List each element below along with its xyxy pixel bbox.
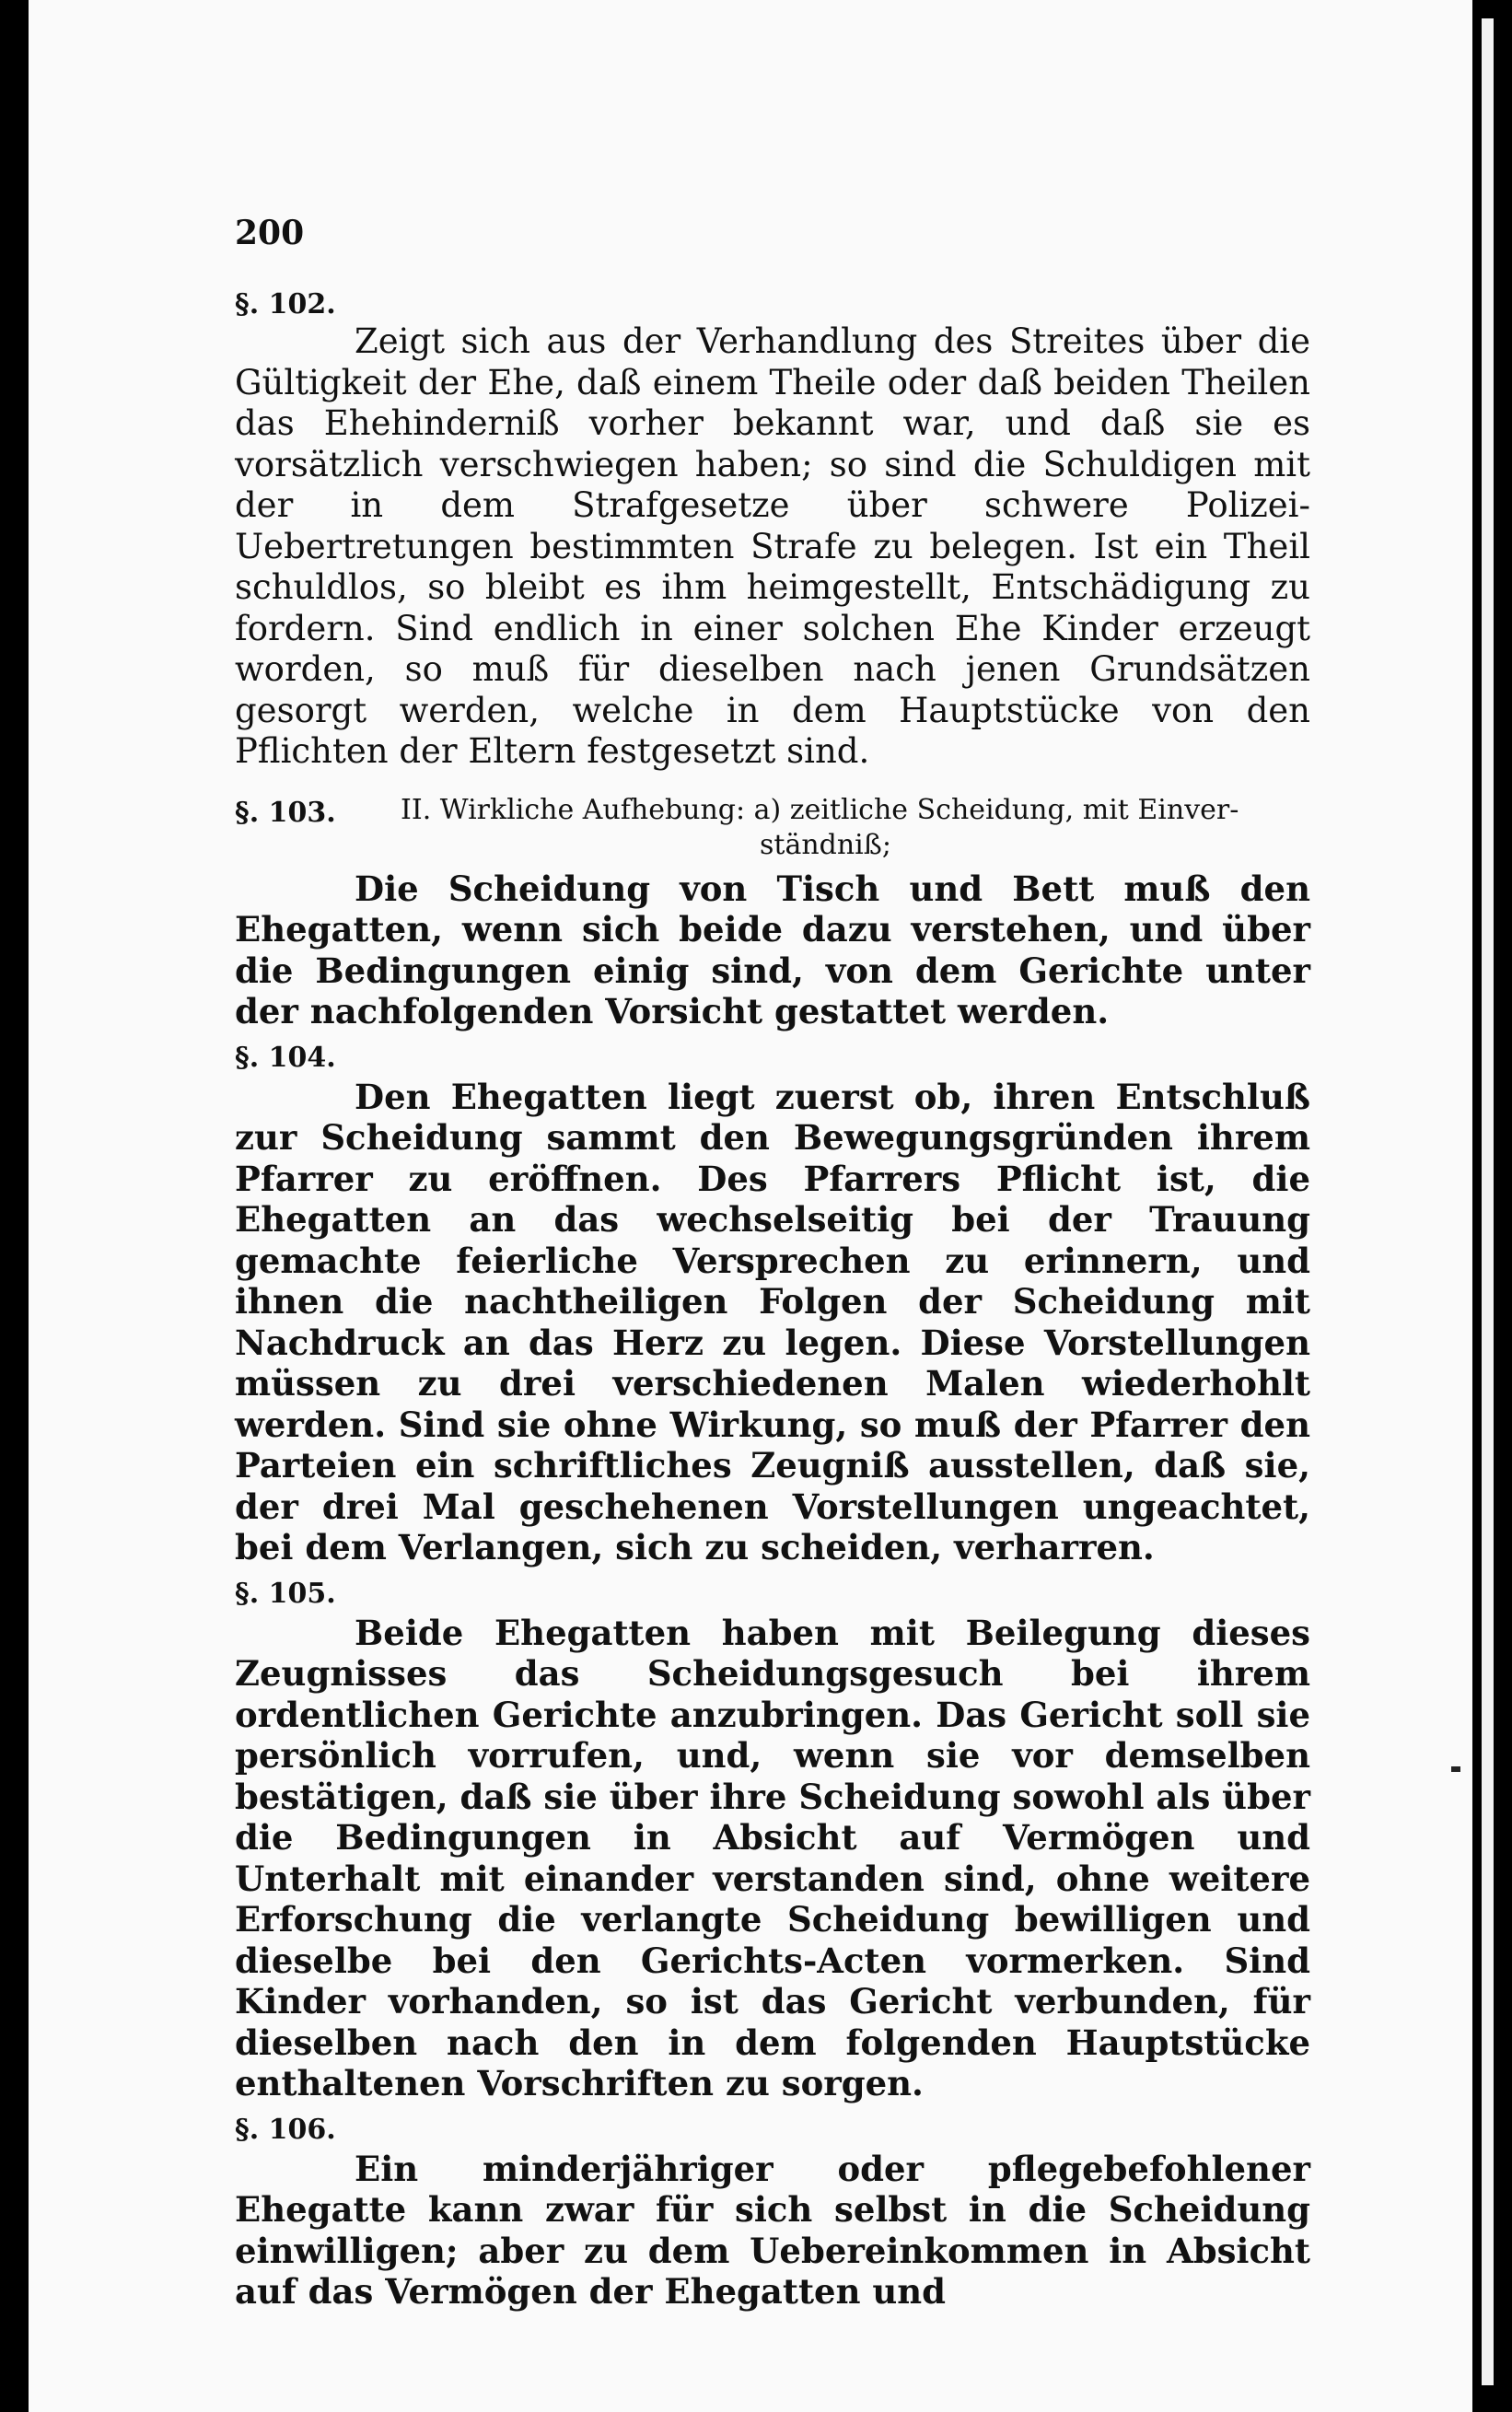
section-heading-text-103 bbox=[401, 793, 1239, 863]
section-label-105: §. 105. bbox=[235, 1577, 336, 1610]
section-102 bbox=[235, 285, 1310, 773]
section-106 bbox=[235, 2110, 1310, 2313]
section-label-104: §. 104. bbox=[235, 1041, 336, 1074]
adjacent-page-edge bbox=[1482, 18, 1494, 2385]
section-label-103: §. 103. bbox=[235, 796, 336, 829]
section-label-102: §. 102. bbox=[235, 288, 336, 320]
section-text-105: Beide Ehegatten haben mit Beilegung dieses Zeugnisses das Scheidungsgesuch bei ihrem ordentlichen Gerichte anzubringen. Das Gericht soll sie persönlich vorrufen, und, wenn sie vor demselben bestätigen, daß sie über ihre Scheidung sowohl als über die Bedingungen in Absicht auf Vermögen und Unterhalt mit einander verstanden sind, ohne weitere Erforschung die verlangte Scheidung bewilligen und dieselbe bei den Gerichts-Acten vormerken. Sind Kinder vorhanden, so ist das Gericht verbunden, für dieselben nach den in dem folgenden Hauptstücke enthaltenen Vorschriften zu sorgen. bbox=[235, 1612, 1310, 2103]
section-103 bbox=[235, 793, 1310, 1032]
page-content bbox=[235, 207, 1310, 2313]
heading-line-2: ständniß; bbox=[760, 828, 891, 861]
section-text-102: Zeigt sich aus der Verhandlung des Streites über die Gültigkeit der Ehe, daß einem Theile oder daß beiden Theilen das Ehehinderniß vorher bekannt war, und daß sie es vorsätzlich verschwiegen haben; so sind die Schuldigen mit der in dem Strafgesetze über schwere Polizei-Uebertretungen bestimmten Strafe zu belegen. Ist ein Theil schuldlos, so bleibt es ihm heimgestellt, Entschädigung zu fordern. Sind endlich in einer solchen Ehe Kinder erzeugt worden, so muß für dieselben nach jenen Grundsätzen gesorgt werden, welche in dem Hauptstücke von den Pflichten der Eltern festgesetzt sind. bbox=[235, 321, 1310, 771]
section-104 bbox=[235, 1038, 1310, 1568]
section-heading-103 bbox=[235, 793, 1310, 863]
heading-line-1: II. Wirkliche Aufhebung: a) zeitliche Scheidung, mit Einver- bbox=[401, 793, 1239, 826]
page-number: 200 bbox=[235, 214, 305, 252]
scan-speck bbox=[1451, 1766, 1460, 1772]
section-label-106: §. 106. bbox=[235, 2113, 336, 2146]
section-105 bbox=[235, 1574, 1310, 2104]
section-text-103: Die Scheidung von Tisch und Bett muß den Ehegatten, wenn sich beide dazu verstehen, und über die Bedingungen einig sind, von dem Gerichte unter der nachfolgenden Vorsicht gestattet werden. bbox=[235, 868, 1310, 1031]
section-text-104: Den Ehegatten liegt zuerst ob, ihren Entschluß zur Scheidung sammt den Bewegungsgründen ihrem Pfarrer zu eröffnen. Des Pfarrers Pflicht ist, die Ehegatten an das wechselseitig bei der Trauung gemachte feierliche Versprechen zu erinnern, und ihnen die nachtheiligen Folgen der Scheidung mit Nachdruck an das Herz zu legen. Diese Vorstellungen müssen zu drei verschiedenen Malen wiederhohlt werden. Sind sie ohne Wirkung, so muß der Pfarrer den Parteien ein schriftliches Zeugniß ausstellen, daß sie, der drei Mal geschehenen Vorstellungen ungeachtet, bei dem Verlangen, sich zu scheiden, verharren. bbox=[235, 1076, 1310, 1567]
section-text-106: Ein minderjähriger oder pflegebefohlener Ehegatte kann zwar für sich selbst in die Scheidung einwilligen; aber zu dem Uebereinkommen in Absicht auf das Vermögen der Ehegatten und bbox=[235, 2148, 1310, 2312]
